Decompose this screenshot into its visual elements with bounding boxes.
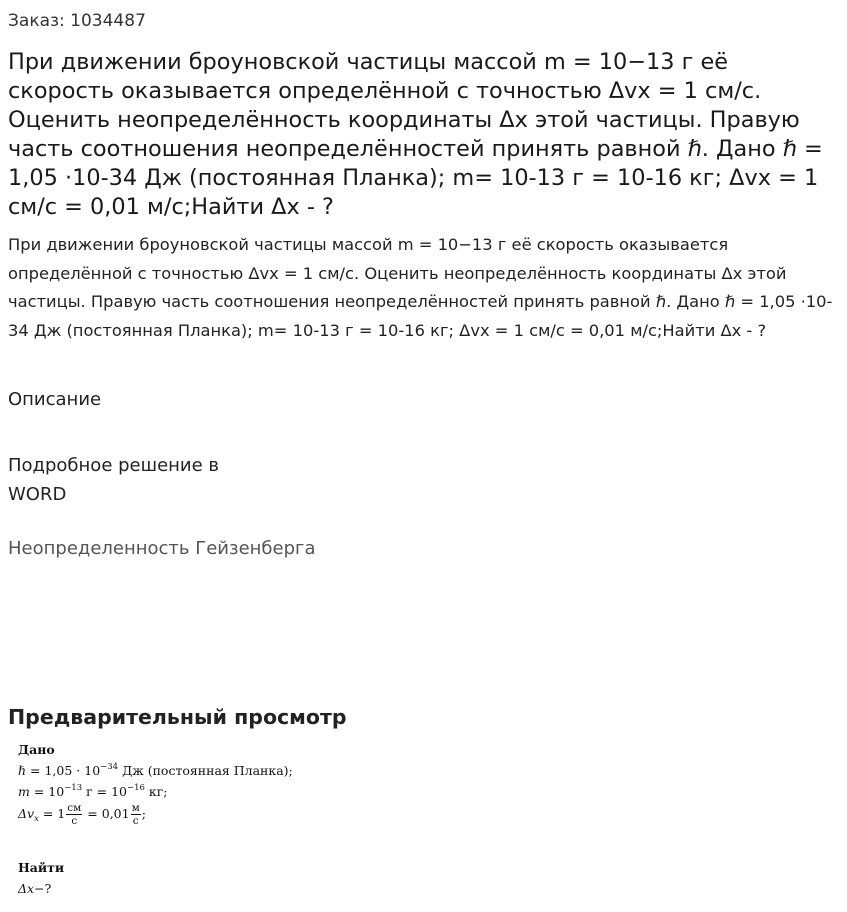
hbar-symbol: ℏ <box>18 763 27 778</box>
hbar-exponent: −34 <box>100 762 119 772</box>
velocity-delta: Δ <box>18 806 28 821</box>
order-number: Заказ: 1034487 <box>8 11 146 31</box>
velocity-equals-2: = 0,01 <box>83 806 130 821</box>
preview-heading: Предварительный просмотр <box>8 705 347 729</box>
mass-unit: кг; <box>144 784 168 799</box>
mass-mid: г = 10 <box>82 784 127 799</box>
preview-find-line <box>18 881 51 896</box>
velocity-symbol: v <box>27 806 35 821</box>
velocity-equals-1: = 1 <box>38 806 66 821</box>
velocity-end: ; <box>141 806 146 821</box>
velocity-fraction-cm-s <box>66 802 82 827</box>
task-text: При движении броуновской частицы массой m = 10−13 г её скорость оказывается определённой с точностью Δvx = 1 см/с. Оценить неопределённость координаты Δx этой частицы. Правую часть соотношения неопределённостей принять равной ℏ. Дано ℏ = 1,05 ·10-34 Дж (постоянная Планка); m= 10-13 г = 10-16 кг; Δvx = 1 см/с = 0,01 м/с;Найти Δx - ? <box>8 235 833 340</box>
preview-find-heading: Найти <box>18 860 65 875</box>
velocity-subscript: x <box>34 814 39 824</box>
find-end: −? <box>34 881 52 896</box>
preview-hbar-line <box>18 763 293 778</box>
solution-format-word: WORD <box>8 484 67 505</box>
velocity-fraction-m-s <box>131 802 141 827</box>
mass-equals: = 10 <box>29 784 65 799</box>
fraction-numerator: м <box>131 802 140 814</box>
topic-link[interactable]: Неопределенность Гейзенберга <box>8 538 316 559</box>
mass-symbol: m <box>18 784 30 799</box>
find-delta: Δ <box>18 881 28 896</box>
find-symbol: x <box>27 881 35 896</box>
hbar-unit: Дж (постоянная Планка); <box>118 763 293 778</box>
hbar-equals: = 1,05 · 10 <box>26 763 101 778</box>
solution-format <box>8 451 268 509</box>
preview-given-heading: Дано <box>18 742 55 757</box>
fraction-denominator: с <box>71 815 78 827</box>
solution-format-line: Подробное решение в <box>8 455 220 476</box>
fraction-denominator: с <box>132 815 139 827</box>
task-title: При движении броуновской частицы массой m = 10−13 г её скорость оказывается определённой с точностью Δvx = 1 см/с. Оценить неопределённость координаты Δx этой частицы. Правую часть соотношения неопределённостей принять равной ℏ. Дано ℏ = 1,05 ·10-34 Дж (постоянная Планка); m= 10-13 г = 10-16 кг; Δvx = 1 см/с = 0,01 м/с;Найти Δx - ? <box>8 49 823 220</box>
preview-mass-line <box>18 784 168 799</box>
fraction-numerator: см <box>67 802 82 814</box>
description-label: Описание <box>8 389 102 410</box>
mass-exponent-grams: −13 <box>64 783 83 793</box>
mass-exponent-kg: −16 <box>127 783 145 793</box>
preview-velocity-line <box>18 802 146 827</box>
